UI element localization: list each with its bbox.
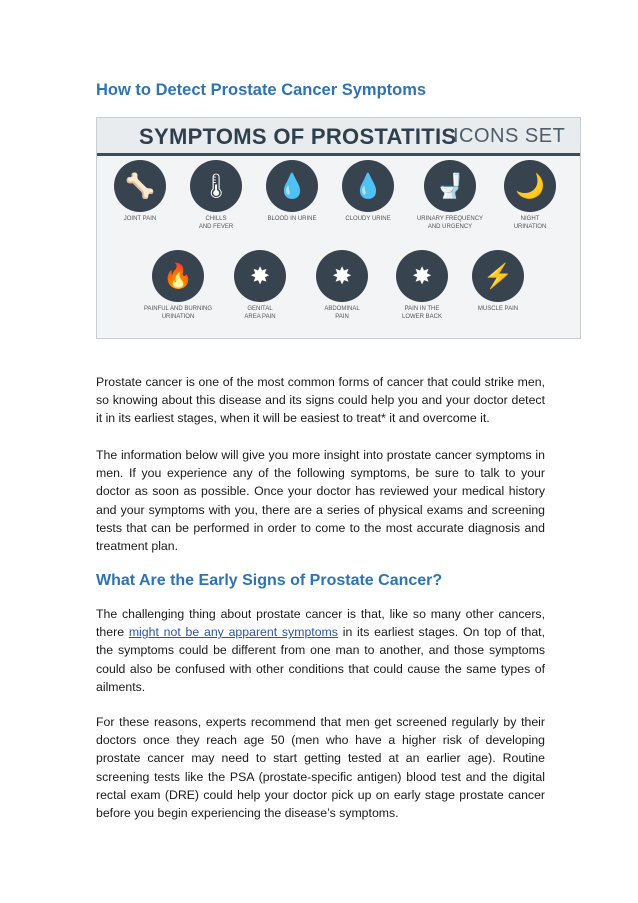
banner-divider (97, 153, 580, 156)
symptoms-link[interactable]: might not be any apparent symptoms (128, 625, 338, 640)
symptom-label: GENITAL AREA PAIN (244, 306, 276, 320)
symptom-chills-fever (181, 160, 251, 231)
burning-toilet-icon: 🔥 (152, 250, 204, 302)
symptom-label: ABDOMINAL PAIN (324, 306, 360, 320)
muscle-pain-icon: ⚡ (472, 250, 524, 302)
infographic-subtitle: ICONS SET (453, 125, 566, 147)
symptom-cloudy-urine (333, 160, 403, 224)
cloudy-drop-icon: 💧 (342, 160, 394, 212)
thermometer-icon: 🌡 (190, 160, 242, 212)
symptom-joint-pain (105, 160, 175, 224)
symptom-muscle-pain (463, 250, 533, 314)
lower-back-pain-icon: ✸ (396, 250, 448, 302)
symptom-label: CLOUDY URINE (345, 216, 391, 222)
genital-pain-icon: ✸ (234, 250, 286, 302)
symptom-genital-pain (225, 250, 295, 321)
symptom-night-urination (495, 160, 565, 231)
symptom-label: CHILLS AND FEVER (198, 216, 234, 230)
symptom-painful-urination (143, 250, 213, 321)
infographic-title: SYMPTOMS OF PROSTATITIS (139, 124, 457, 149)
symptom-label: JOINT PAIN (123, 216, 157, 222)
symptom-label: NIGHT URINATION (513, 216, 547, 230)
symptom-blood-in-urine (257, 160, 327, 224)
joint-pain-icon: 🦴 (114, 160, 166, 212)
symptom-label: URINARY FREQUENCY AND URGENCY (416, 216, 484, 230)
infographic-banner (97, 118, 580, 153)
page-title: How to Detect Prostate Cancer Symptoms (96, 81, 427, 99)
symptom-label: PAINFUL AND BURNING URINATION (143, 306, 212, 320)
screening-paragraph: For these reasons, experts recommend that men get screened regularly by their doctors once they reach age 50 (men who have a higher risk of developing prostate cancer may need to start getting tested at an earlier age). Routine screening tests like the PSA (prostate-specific antigen) blood test and the digital rectal exam (DRE) could help your doctor pick up on early stage prostate cancer before you begin experiencing the disease’s symptoms. (96, 715, 545, 821)
symptom-label: BLOOD IN URINE (267, 216, 317, 222)
section-heading: What Are the Early Signs of Prostate Cancer? (96, 572, 443, 589)
toilet-icon: 🚽 (424, 160, 476, 212)
symptom-abdominal-pain (307, 250, 377, 321)
symptom-urinary-frequency (415, 160, 485, 231)
challenge-text-before: The challenging thing about prostate cancer is that, like so many other cancers, there (96, 607, 545, 640)
symptoms-infographic (96, 117, 581, 339)
toilet-moon-icon: 🌙 (504, 160, 556, 212)
challenge-text-after: in its earliest stages. On top of that, the symptoms could be different from one man to another, and those symptoms could also be confused with other conditions that could cause the same types of ailments. (96, 625, 545, 694)
info-paragraph: The information below will give you more insight into prostate cancer symptoms in men. If you experience any of the following symptoms, be sure to talk to your doctor as soon as possible. Once your doctor has reviewed your medical history and your symptoms with you, there are a series of physical exams and screening tests that can be performed in order to come to the most accurate diagnosis and treatment plan. (96, 448, 545, 554)
challenge-paragraph (96, 605, 545, 696)
symptom-label: PAIN IN THE LOWER BACK (401, 306, 442, 320)
intro-paragraph: Prostate cancer is one of the most common forms of cancer that could strike men, so knowing about this disease and its signs could help you and your doctor detect it in its earliest stages, when it will be easiest to treat* it and overcome it. (96, 375, 545, 426)
symptom-lower-back-pain (387, 250, 457, 321)
abdominal-pain-icon: ✸ (316, 250, 368, 302)
symptom-label: MUSCLE PAIN (477, 306, 519, 312)
blood-drop-icon: 💧 (266, 160, 318, 212)
